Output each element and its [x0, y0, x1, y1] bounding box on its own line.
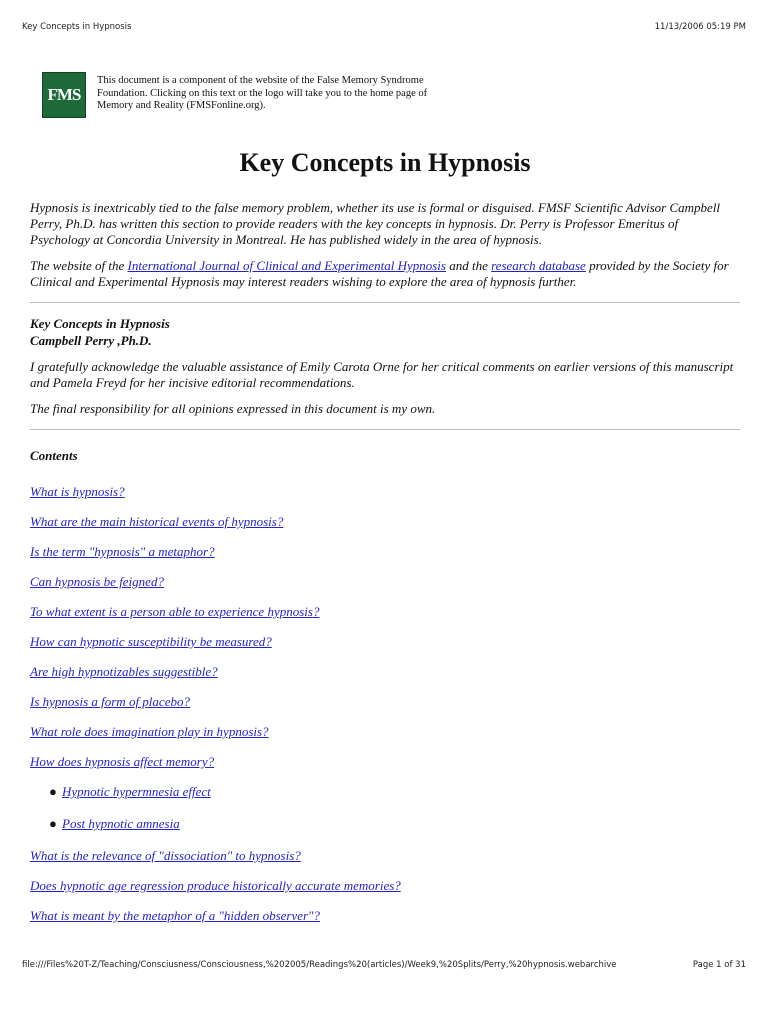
toc-link[interactable]: What are the main historical events of hypnosis?: [30, 514, 284, 529]
responsibility-paragraph: The final responsibility for all opinions expressed in this document is my own.: [30, 401, 436, 416]
toc-link[interactable]: How can hypnotic susceptibility be measured?: [30, 634, 272, 649]
print-footer: [22, 960, 746, 970]
toc-link[interactable]: To what extent is a person able to experience hypnosis?: [30, 604, 320, 619]
toc-link[interactable]: Is the term "hypnosis" a metaphor?: [30, 544, 215, 559]
toc-item: [30, 908, 740, 924]
toc-link[interactable]: What is hypnosis?: [30, 484, 125, 499]
article-byline: [30, 315, 740, 349]
print-header-title: Key Concepts in Hypnosis: [22, 22, 132, 32]
toc-link[interactable]: Is hypnosis a form of placebo?: [30, 694, 190, 709]
page-content: [30, 72, 740, 938]
print-header: [22, 22, 746, 32]
banner-link-text[interactable]: This document is a component of the website of the False Memory Syndrome Foundation. Clicking on this text or the logo will take you to the home page of Memory and Reality (FMSFonline.org).: [97, 75, 428, 111]
ijceh-link[interactable]: International Journal of Clinical and Experimental Hypnosis: [127, 258, 446, 273]
divider: [30, 302, 740, 303]
toc-item: [30, 544, 740, 560]
toc-subitem: [30, 816, 740, 832]
toc-link[interactable]: Hypnotic hypermnesia effect: [62, 784, 211, 799]
resources-text-middle: and the: [445, 258, 492, 273]
acknowledgment-paragraph: I gratefully acknowledge the valuable assistance of Emily Carota Orne for her critical comments on earlier versions of this manuscript and Pamela Freyd for her incisive editorial recommendations.: [30, 359, 734, 390]
resources-text-after: provided by the Society for Clinical and Experimental Hypnosis may interest readers wishing to explore the area of hypnosis further.: [30, 258, 729, 289]
toc-item: [30, 694, 740, 710]
page-number: Page 1 of 31: [692, 960, 746, 970]
toc-link[interactable]: Post hypnotic amnesia: [62, 816, 180, 831]
page-title: Key Concepts in Hypnosis: [239, 148, 531, 177]
toc-link[interactable]: Can hypnosis be feigned?: [30, 574, 164, 589]
article-title: Key Concepts in Hypnosis: [30, 316, 170, 331]
toc-link[interactable]: Does hypnotic age regression produce historically accurate memories?: [30, 878, 401, 893]
toc-item: [30, 634, 740, 650]
toc-item: [30, 574, 740, 590]
divider: [30, 429, 740, 430]
contents-heading: Contents: [30, 448, 78, 463]
toc-item: [30, 878, 740, 894]
research-database-link[interactable]: research database: [491, 258, 586, 273]
toc-item: [30, 664, 740, 680]
fmsf-logo[interactable]: FMS: [42, 72, 86, 118]
resources-paragraph: [30, 258, 740, 290]
toc-link[interactable]: What role does imagination play in hypnosis?: [30, 724, 269, 739]
fmsf-banner: [42, 72, 740, 118]
intro-paragraph: Hypnosis is inextricably tied to the false memory problem, whether its use is formal or disguised. FMSF Scientific Advisor Campbell Perry, Ph.D. has written this section to provide readers with the key concepts in hypnosis. Dr. Perry is Professor Emeritus of Psychology at Concordia University in Montreal. He has published widely in the area of hypnosis.: [30, 200, 721, 247]
contents-list: [30, 484, 740, 924]
toc-link[interactable]: What is meant by the metaphor of a "hidden observer"?: [30, 908, 321, 923]
print-header-datetime: 11/13/2006 05:19 PM: [654, 22, 746, 32]
toc-link[interactable]: What is the relevance of "dissociation" to hypnosis?: [30, 848, 301, 863]
file-path: file:///Files%20T-Z/Teaching/Consciusness/Consciousness,%202005/Readings%20(articles)/Week9,%20Splits/Perry,%20hypnosis.webarchive: [22, 960, 617, 970]
toc-item: [30, 514, 740, 530]
toc-item: [30, 484, 740, 500]
toc-item: [30, 604, 740, 620]
toc-link[interactable]: How does hypnosis affect memory?: [30, 754, 215, 769]
toc-link[interactable]: Are high hypnotizables suggestible?: [30, 664, 218, 679]
toc-subitem: [30, 784, 740, 800]
toc-item: [30, 848, 740, 864]
toc-item: [30, 724, 740, 740]
bullet-icon: ●: [49, 784, 57, 799]
resources-text-before: The website of the: [30, 258, 128, 273]
article-author: Campbell Perry ,Ph.D.: [30, 333, 152, 348]
toc-item: [30, 754, 740, 770]
bullet-icon: ●: [49, 816, 57, 831]
